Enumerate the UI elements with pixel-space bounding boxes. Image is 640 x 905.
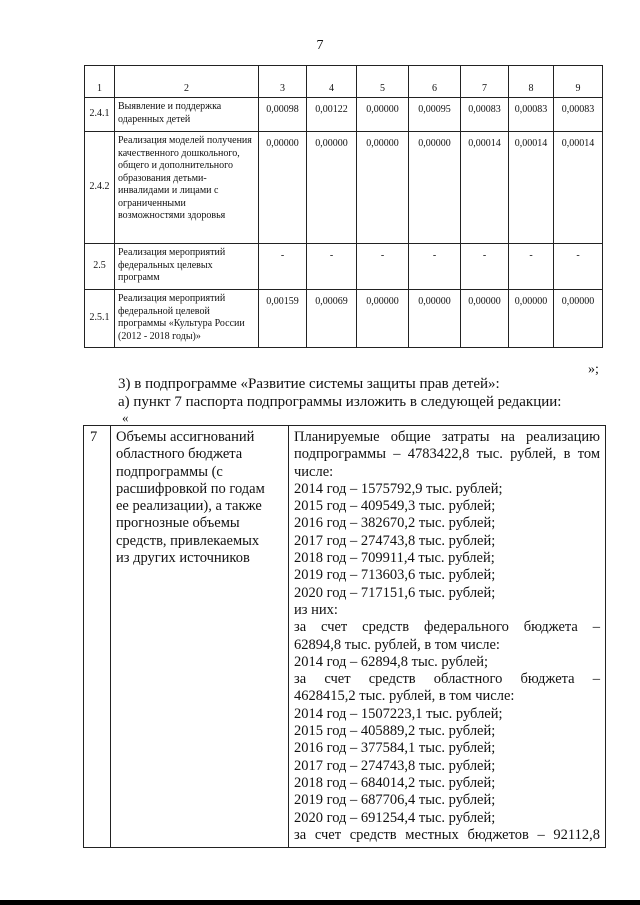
content-line: 2020 год – 691254,4 тыс. рублей; <box>294 809 496 826</box>
content-line: из них: <box>294 601 338 618</box>
row-value: 0,00098 <box>259 98 307 132</box>
label-line: средств, привлекаемых <box>116 532 260 549</box>
label-line: ее реализации), а также <box>116 498 262 515</box>
row-value: 0,00000 <box>357 132 409 244</box>
column-header: 9 <box>554 66 603 98</box>
row-value: 0,00000 <box>357 290 409 348</box>
row-name: Выявление и поддержка одаренных детей <box>115 98 259 132</box>
closing-quote: »; <box>588 362 599 377</box>
content-line: 2014 год – 1507223,1 тыс. рублей; <box>294 705 503 722</box>
page-number: 7 <box>316 38 324 53</box>
label-line: из других источников <box>116 550 250 567</box>
row-value: 0,00083 <box>554 98 603 132</box>
row-value: 0,00069 <box>307 290 357 348</box>
page-bottom-edge <box>0 900 640 905</box>
content-line: 62894,8 тыс. рублей, в том числе: <box>294 636 500 653</box>
row-value: 0,00083 <box>461 98 509 132</box>
row-code: 2.4.1 <box>85 98 115 132</box>
paragraph-item-a: а) пункт 7 паспорта подпрограммы изложить в следующей редакции: <box>118 394 562 410</box>
passport-item-number: 7 <box>84 426 111 848</box>
row-value: - <box>357 244 409 290</box>
row-value: 0,00000 <box>554 290 603 348</box>
content-line: Планируемые общие затраты на реализацию <box>294 429 600 445</box>
row-value: 0,00122 <box>307 98 357 132</box>
passport-item-label <box>111 426 289 848</box>
content-line: 2019 год – 687706,4 тыс. рублей; <box>294 792 496 809</box>
row-value: 0,00000 <box>409 132 461 244</box>
column-header: 3 <box>259 66 307 98</box>
row-name: Реализация мероприятий федеральной целевой программы «Культура России (2012 - 2018 годы)» <box>115 290 259 348</box>
row-name: Реализация мероприятий федеральных целевых программ <box>115 244 259 290</box>
content-line: 2019 год – 713603,6 тыс. рублей; <box>294 567 496 584</box>
passport-table <box>83 425 606 848</box>
content-line: за счет средств федерального бюджета – <box>294 619 600 636</box>
content-line: 2016 год – 382670,2 тыс. рублей; <box>294 515 496 532</box>
row-code: 2.4.2 <box>85 132 115 244</box>
row-value: 0,00014 <box>509 132 554 244</box>
row-value: 0,00014 <box>554 132 603 244</box>
column-header: 6 <box>409 66 461 98</box>
row-value: 0,00000 <box>461 290 509 348</box>
row-value: 0,00159 <box>259 290 307 348</box>
content-line: 2014 год – 1575792,9 тыс. рублей; <box>294 480 503 497</box>
column-header: 7 <box>461 66 509 98</box>
table-row <box>85 244 603 290</box>
passport-item-content <box>289 426 606 848</box>
row-value: 0,00000 <box>259 132 307 244</box>
label-line: подпрограммы (с <box>116 463 223 480</box>
content-line: 2015 год – 405889,2 тыс. рублей; <box>294 723 496 740</box>
row-value: - <box>509 244 554 290</box>
row-value: - <box>461 244 509 290</box>
content-line: подпрограммы – 4783422,8 тыс. рублей, в том <box>294 446 600 463</box>
label-line: Объемы ассигнований <box>116 429 255 445</box>
content-line: 2018 год – 684014,2 тыс. рублей; <box>294 774 496 791</box>
content-line: 4628415,2 тыс. рублей, в том числе: <box>294 688 515 705</box>
content-line: за счет средств областного бюджета – <box>294 671 600 688</box>
content-line: 2017 год – 274743,8 тыс. рублей; <box>294 757 496 774</box>
row-name: Реализация моделей получения качественного дошкольного, общего и дополнительного образования детьми-инвалидами и лицами с ограниченными возможностями здоровья <box>115 132 259 244</box>
content-line: 2018 год – 709911,4 тыс. рублей; <box>294 550 495 567</box>
row-value: 0,00014 <box>461 132 509 244</box>
content-line: 2016 год – 377584,1 тыс. рублей; <box>294 740 496 757</box>
passport-row <box>84 426 606 848</box>
column-header: 2 <box>115 66 259 98</box>
row-value: 0,00095 <box>409 98 461 132</box>
row-value: - <box>259 244 307 290</box>
column-header: 1 <box>85 66 115 98</box>
row-value: 0,00000 <box>307 132 357 244</box>
label-line: областного бюджета <box>116 446 243 463</box>
content-line: 2015 год – 409549,3 тыс. рублей; <box>294 498 496 515</box>
table-header-row <box>85 66 603 98</box>
row-value: - <box>409 244 461 290</box>
row-value: 0,00000 <box>357 98 409 132</box>
content-line: 2014 год – 62894,8 тыс. рублей; <box>294 653 489 670</box>
paragraph-subprogram: 3) в подпрограмме «Развитие системы защиты прав детей»: <box>118 376 500 392</box>
row-value: - <box>307 244 357 290</box>
content-line: 2017 год – 274743,8 тыс. рублей; <box>294 532 496 549</box>
row-value: 0,00000 <box>509 290 554 348</box>
column-header: 8 <box>509 66 554 98</box>
row-value: - <box>554 244 603 290</box>
table-row <box>85 290 603 348</box>
row-code: 2.5 <box>85 244 115 290</box>
column-header: 5 <box>357 66 409 98</box>
column-header: 4 <box>307 66 357 98</box>
indicator-table <box>84 65 603 348</box>
label-line: расшифровкой по годам <box>116 480 265 497</box>
label-line: прогнозные объемы <box>116 515 240 532</box>
row-value: 0,00000 <box>409 290 461 348</box>
row-value: 0,00083 <box>509 98 554 132</box>
row-code: 2.5.1 <box>85 290 115 348</box>
content-line: числе: <box>294 463 334 480</box>
content-line: 2020 год – 717151,6 тыс. рублей; <box>294 584 496 601</box>
table-row <box>85 98 603 132</box>
table-row <box>85 132 603 244</box>
opening-quote: « <box>122 410 129 425</box>
content-line: за счет средств местных бюджетов – 92112,8 <box>294 826 600 843</box>
